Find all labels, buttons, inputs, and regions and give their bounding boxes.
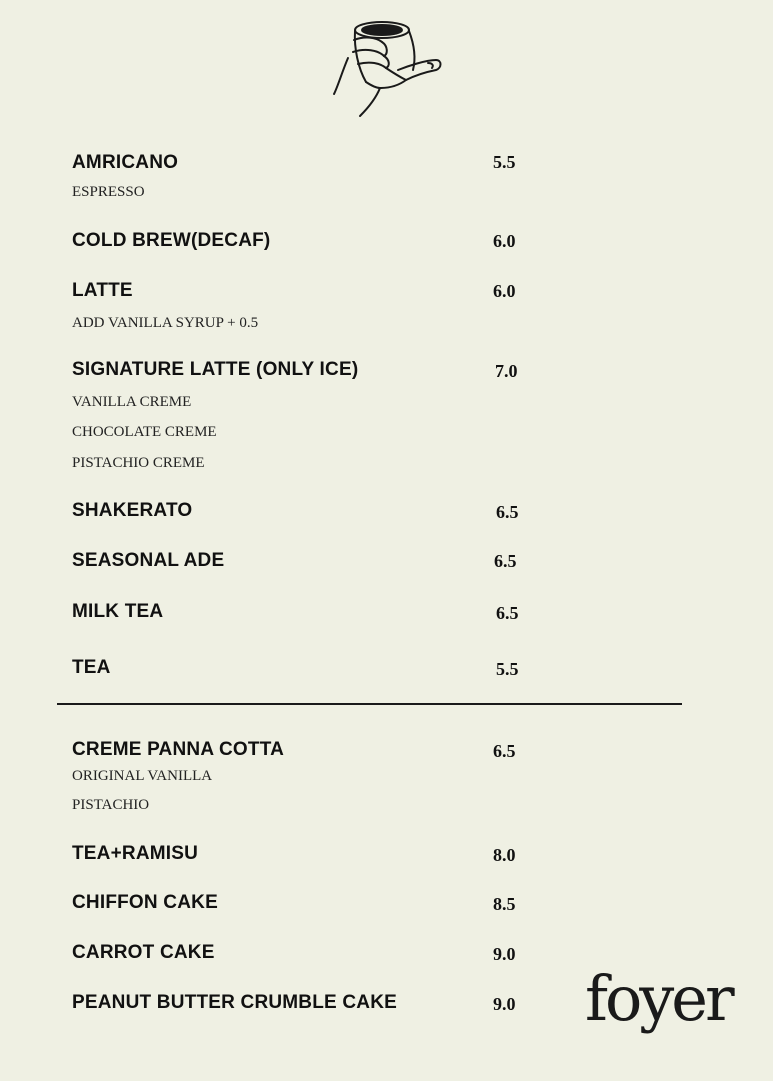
item-price: 6.5	[496, 502, 519, 522]
item-name: SIGNATURE LATTE (ONLY ICE)	[72, 359, 359, 380]
item-price: 6.0	[493, 281, 516, 301]
item-option: PISTACHIO	[72, 797, 150, 813]
foyer-logo: foyer	[585, 962, 732, 1035]
item-name: SEASONAL ADE	[72, 550, 225, 571]
item-price: 6.5	[494, 551, 517, 571]
item-price: 6.5	[493, 741, 516, 761]
item-price: 8.5	[493, 894, 516, 914]
item-price: 6.0	[493, 231, 516, 251]
item-option: CHOCOLATE CREME	[72, 424, 217, 440]
item-price: 5.5	[496, 659, 519, 679]
item-price: 7.0	[495, 361, 518, 381]
item-name: COLD BREW(DECAF)	[72, 230, 271, 251]
item-price: 9.0	[493, 944, 516, 964]
section-divider	[57, 703, 682, 705]
item-price: 5.5	[493, 152, 516, 172]
item-name: LATTE	[72, 280, 133, 301]
item-option: ORIGINAL VANILLA	[72, 768, 213, 784]
item-name: PEANUT BUTTER CRUMBLE CAKE	[72, 992, 398, 1013]
item-price: 6.5	[496, 603, 519, 623]
item-option: PISTACHIO CREME	[72, 455, 205, 471]
item-name: AMRICANO	[72, 152, 179, 173]
item-name: CREME PANNA COTTA	[72, 739, 285, 760]
item-option: ADD VANILLA SYRUP + 0.5	[72, 315, 259, 331]
item-price: 8.0	[493, 845, 516, 865]
item-price: 9.0	[493, 994, 516, 1014]
item-name: MILK TEA	[72, 601, 164, 622]
item-name: TEA	[72, 657, 111, 678]
item-option: VANILLA CREME	[72, 394, 192, 410]
item-name: CHIFFON CAKE	[72, 892, 218, 913]
item-name: SHAKERATO	[72, 500, 193, 521]
item-name: CARROT CAKE	[72, 942, 215, 963]
item-option: ESPRESSO	[72, 184, 145, 200]
hand-holding-cup-icon	[318, 10, 448, 122]
item-name: TEA+RAMISU	[72, 843, 199, 864]
